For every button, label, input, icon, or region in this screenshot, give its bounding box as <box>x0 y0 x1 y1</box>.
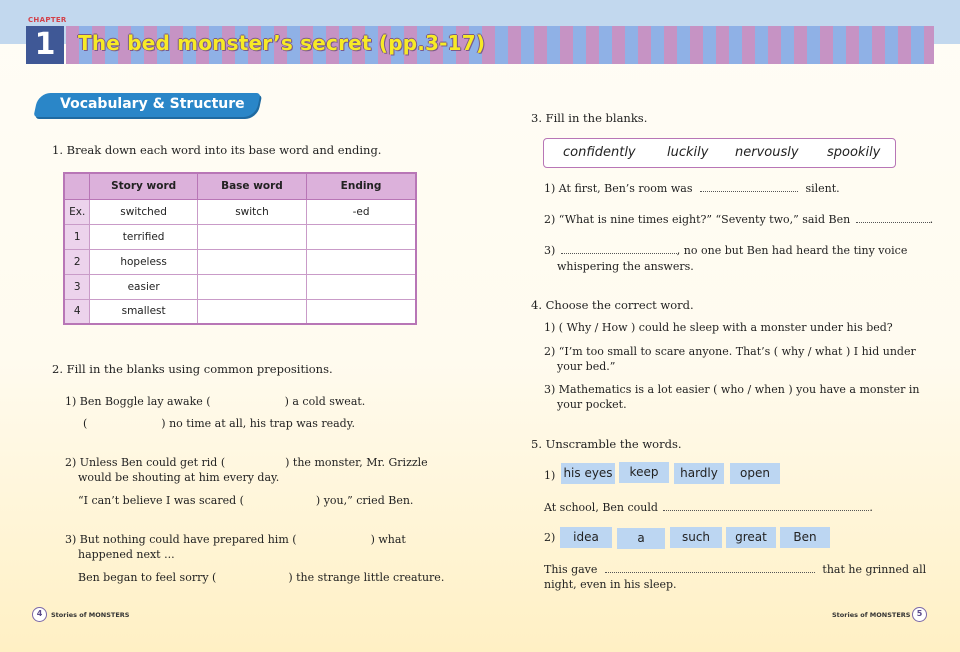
q2-text: ( <box>83 417 88 430</box>
story-word-cell: smallest <box>90 299 197 324</box>
story-word-cell: hopeless <box>90 249 197 274</box>
table-row <box>64 274 416 299</box>
q5-text: This gave <box>544 563 598 576</box>
q5-item-label: 1) <box>544 469 556 482</box>
q5-text: . <box>869 501 873 514</box>
q2-text: 2) Unless Ben could get rid ( <box>65 456 226 469</box>
q3-blank[interactable] <box>700 191 798 192</box>
table-row <box>64 199 416 224</box>
q5-text: that he grinned all <box>822 563 927 576</box>
q2-item <box>65 394 365 409</box>
q2-text: ) no time at all, his trap was ready. <box>161 417 355 430</box>
section-banner-text: Vocabulary & Structure <box>60 96 245 112</box>
q2-text: ) what <box>370 533 406 546</box>
q4-item[interactable]: 1) ( Why / How ) could he sleep with a monster under his bed? <box>544 321 893 334</box>
q3-text: 1) At first, Ben’s room was <box>544 182 693 195</box>
chapter-label: CHAPTER <box>28 16 67 24</box>
base-word-cell[interactable] <box>197 299 306 324</box>
story-word-cell: terrified <box>90 224 197 249</box>
story-word-cell: switched <box>90 199 197 224</box>
q3-instruction: 3. Fill in the blanks. <box>531 111 648 125</box>
ending-cell[interactable] <box>307 224 416 249</box>
word-bank-item: confidently <box>563 145 636 160</box>
word-bank-item: spookily <box>827 145 881 160</box>
page-number-right: 5 <box>912 607 927 622</box>
q3-item <box>544 181 840 196</box>
q2-text: ) the monster, Mr. Grizzle <box>285 456 428 469</box>
q3-item <box>544 243 907 258</box>
base-word-cell: switch <box>197 199 306 224</box>
table-header-cell: Story word <box>90 173 197 199</box>
q2-item <box>65 532 406 547</box>
base-word-cell[interactable] <box>197 249 306 274</box>
word-tile[interactable]: open <box>730 463 780 484</box>
q4-item[interactable]: 3) Mathematics is a lot easier ( who / when ) you have a monster in <box>544 383 920 396</box>
q3-text-cont: whispering the answers. <box>557 260 694 273</box>
q5-blank[interactable] <box>605 572 815 573</box>
base-word-cell[interactable] <box>197 224 306 249</box>
q2-text-cont: would be shouting at him every day. <box>78 471 280 484</box>
q2-item <box>83 416 355 431</box>
q5-text-cont: night, even in his sleep. <box>544 578 677 591</box>
q3-blank[interactable] <box>856 222 930 223</box>
chapter-number: 1 <box>26 26 64 64</box>
ending-cell[interactable] <box>307 249 416 274</box>
word-breakdown-table <box>63 172 417 325</box>
q5-sentence <box>544 562 926 577</box>
ending-cell[interactable] <box>307 299 416 324</box>
q2-text: 3) But nothing could have prepared him ( <box>65 533 297 546</box>
q2-text: ) you,” cried Ben. <box>315 494 414 507</box>
footer-book-title-left: Stories of MONSTERS <box>51 611 130 619</box>
q3-item <box>544 212 933 227</box>
page-number-left: 4 <box>32 607 47 622</box>
q2-item <box>65 455 428 470</box>
q3-text: 3) <box>544 244 556 257</box>
q4-text-cont: your bed.” <box>557 360 616 373</box>
ending-cell[interactable] <box>307 274 416 299</box>
row-label: 4 <box>64 299 90 324</box>
row-label: Ex. <box>64 199 90 224</box>
q2-item <box>78 493 413 508</box>
word-tile[interactable]: his eyes <box>561 463 615 484</box>
q1-instruction: 1. Break down each word into its base word and ending. <box>52 143 382 157</box>
word-tile[interactable]: hardly <box>674 463 724 484</box>
q2-text: Ben began to feel sorry ( <box>78 571 217 584</box>
footer-book-title-right: Stories of MONSTERS <box>832 611 911 619</box>
q4-text-cont: your pocket. <box>557 398 627 411</box>
q5-item-label: 2) <box>544 531 556 544</box>
q3-text: . <box>929 213 934 226</box>
chapter-title: The bed monster’s secret (pp.3-17) <box>78 31 486 55</box>
q3-text: , no one but Ben had heard the tiny voice <box>676 244 908 257</box>
table-header-cell <box>64 173 90 199</box>
q3-text: silent. <box>805 182 840 195</box>
row-label: 2 <box>64 249 90 274</box>
word-bank-item: luckily <box>667 145 709 160</box>
q5-text: At school, Ben could <box>544 501 658 514</box>
q2-item <box>78 570 444 585</box>
q4-item[interactable]: 2) “I’m too small to scare anyone. That’s ( why / what ) I hid under <box>544 345 916 358</box>
table-header-cell: Base word <box>197 173 306 199</box>
row-label: 1 <box>64 224 90 249</box>
q2-text: ) a cold sweat. <box>284 395 366 408</box>
base-word-cell[interactable] <box>197 274 306 299</box>
table-row <box>64 224 416 249</box>
word-bank-item: nervously <box>735 145 799 160</box>
ending-cell: -ed <box>307 199 416 224</box>
q4-instruction: 4. Choose the correct word. <box>531 298 694 312</box>
table-row <box>64 299 416 324</box>
word-tile[interactable]: Ben <box>780 527 830 548</box>
q5-instruction: 5. Unscramble the words. <box>531 437 682 451</box>
word-tile[interactable]: idea <box>560 527 612 548</box>
row-label: 3 <box>64 274 90 299</box>
story-word-cell: easier <box>90 274 197 299</box>
word-tile[interactable]: great <box>726 527 776 548</box>
q2-text: ) the strange little creature. <box>288 571 445 584</box>
word-tile[interactable]: a <box>617 528 665 549</box>
q3-blank[interactable] <box>561 253 677 254</box>
q2-text-cont: happened next ... <box>78 548 175 561</box>
q5-sentence <box>544 500 873 515</box>
q2-text: 1) Ben Boggle lay awake ( <box>65 395 211 408</box>
word-tile[interactable]: keep <box>619 462 669 483</box>
word-tile[interactable]: such <box>670 527 722 548</box>
q5-blank[interactable] <box>663 510 869 511</box>
table-row <box>64 249 416 274</box>
q3-text: 2) “What is nine times eight?” “Seventy two,” said Ben <box>544 213 851 226</box>
table-header-cell: Ending <box>307 173 416 199</box>
q2-instruction: 2. Fill in the blanks using common prepositions. <box>52 362 333 376</box>
q2-text: “I can’t believe I was scared ( <box>78 494 244 507</box>
table-header-row <box>64 173 416 199</box>
